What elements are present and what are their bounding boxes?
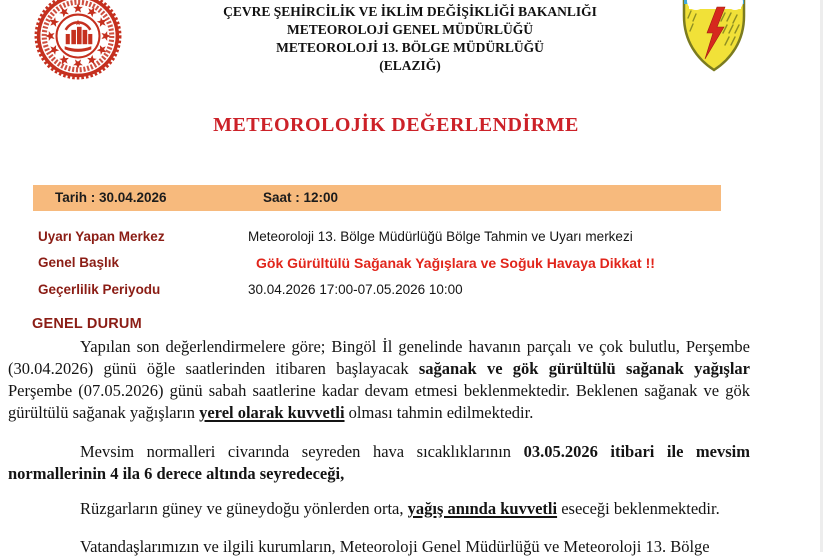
warning-center-label: Uyarı Yapan Merkez <box>38 229 165 244</box>
ministry-seal-icon <box>34 0 122 80</box>
header-line-general-directorate: METEOROLOJİ GENEL MÜDÜRLÜĞÜ <box>286 22 534 37</box>
general-heading-label: Genel Başlık <box>38 255 120 270</box>
page-edge-line <box>820 0 823 552</box>
paragraph-temperature: Mevsim normalleri civarında seyreden hava sıcaklıklarının 03.05.2026 itibari ile mevsim normallerinin 4 ila 6 derece altında seyredeceği, <box>8 442 750 483</box>
general-heading-alert-value: Gök Gürültülü Sağanak Yağışlara ve Soğuk Havaya Dikkat !! <box>256 255 655 271</box>
paragraph-citizens-cutoff: Vatandaşlarımızın ve ilgili kurumların, Meteoroloji Genel Müdürlüğü ve Meteoroloji 13. Bölge <box>80 537 710 556</box>
header-line-city: (ELAZIĞ) <box>379 58 441 73</box>
time-label: Saat : 12:00 <box>263 190 339 205</box>
paragraph-forecast: Yapılan son değerlendirmelere göre; Bingöl İl genelinde havanın parçalı ve çok bulutlu, Perşembe (30.04.2026) günü öğle saatlerinden itibaren başlayacak sağanak ve gök gürültülü sağanak yağışlar Perşembe (07.05.2026) günü sabah saatlerine kadar devam etmesi beklenmektedir. Beklenen sağanak ve gök gürültülü sağanak yağışların yerel olarak kuvvetli olması tahmin edilmektedir. <box>8 337 750 422</box>
paragraph-wind: Rüzgarların güney ve güneydoğu yönlerden orta, yağış anında kuvvetli eseceği beklenmektedir. <box>80 499 720 518</box>
validity-period-value: 30.04.2026 17:00-07.05.2026 10:00 <box>248 282 463 297</box>
meteorology-shield-icon <box>679 0 749 72</box>
validity-period-label: Geçerlilik Periyodu <box>38 282 161 297</box>
ministry-seal-svg <box>34 0 122 80</box>
warning-center-value: Meteoroloji 13. Bölge Müdürlüğü Bölge Tahmin ve Uyarı merkezi <box>248 229 633 244</box>
date-time-bar <box>33 185 721 211</box>
date-label: Tarih : 30.04.2026 <box>55 190 167 205</box>
document-header <box>120 3 700 75</box>
general-situation-heading: GENEL DURUM <box>32 316 142 332</box>
header-line-ministry: ÇEVRE ŞEHİRCİLİK VE İKLİM DEĞİŞİKLİĞİ BAKANLIĞI <box>223 4 597 19</box>
header-line-regional-directorate: METEOROLOJİ 13. BÖLGE MÜDÜRLÜĞÜ <box>276 40 544 55</box>
meteorology-shield-svg <box>679 0 749 72</box>
page-title: METEOROLOJİK DEĞERLENDİRME <box>213 114 579 136</box>
